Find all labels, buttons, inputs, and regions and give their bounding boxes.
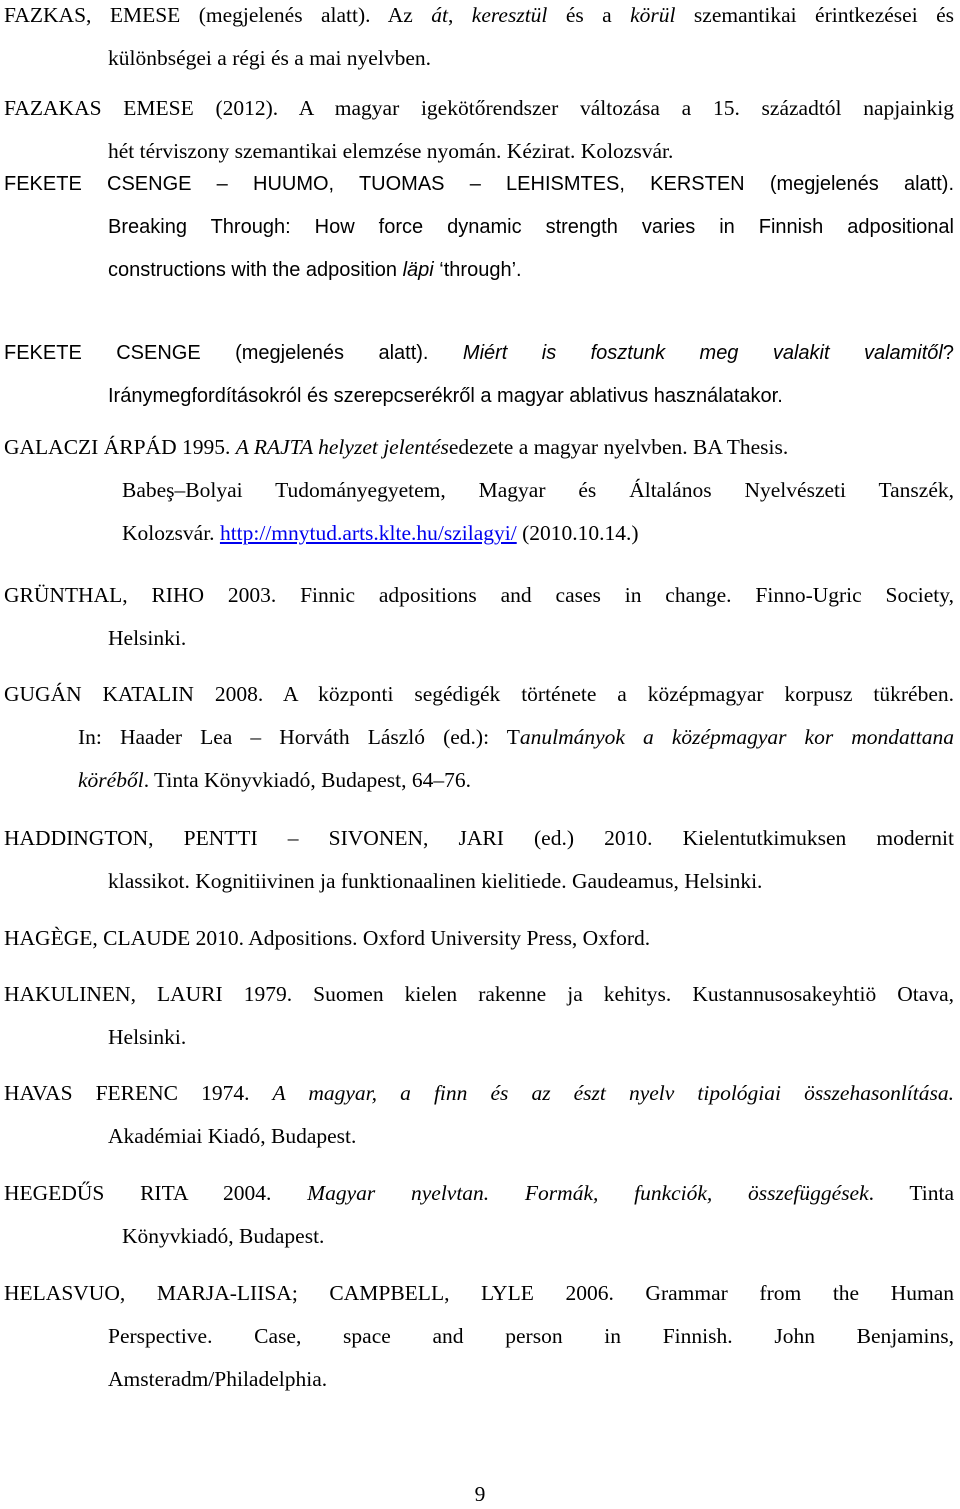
reference-line: klassikot. Kognitiivinen ja funktionaalinen kielitiede. Gaudeamus, Helsinki. (108, 869, 763, 893)
reference-line: Akadémiai Kiadó, Budapest. (108, 1124, 357, 1148)
reference-line: HEGEDŰS RITA 2004. Magyar nyelvtan. Formák, funkciók, összefüggések. Tinta (4, 1181, 954, 1205)
reference-line: GUGÁN KATALIN 2008. A központi segédigék története a középmagyar korpusz tükrében. (4, 682, 954, 706)
reference-line: HADDINGTON, PENTTI – SIVONEN, JARI (ed.) 2010. Kielentutkimuksen modernit (4, 826, 954, 850)
reference-line: HAVAS FERENC 1974. A magyar, a finn és az észt nyelv tipológiai összehasonlítása. (4, 1081, 954, 1105)
reference-line: HAGÈGE, CLAUDE 2010. Adpositions. Oxford University Press, Oxford. (4, 926, 651, 950)
reference-line: FAZKAS, EMESE (megjelenés alatt). Az át, keresztül és a körül szemantikai érintkezései és (4, 3, 955, 27)
reference-line: GALACZI ÁRPÁD 1995. A RAJTA helyzet jelentésedezete a magyar nyelvben. BA Thesis. (4, 435, 789, 459)
reference-url-link[interactable]: http://mnytud.arts.klte.hu/szilagyi/ (219, 521, 517, 545)
reference-line: HELASVUO, MARJA-LIISA; CAMPBELL, LYLE 2006. Grammar from the Human (4, 1281, 954, 1305)
reference-line: különbségei a régi és a mai nyelvben. (108, 46, 431, 70)
reference-fekete-csenge (4, 332, 954, 418)
reference-line: Babeş–Bolyai Tudományegyetem, Magyar és Általános Nyelvészeti Tanszék, (122, 478, 954, 502)
reference-haddington (4, 817, 954, 903)
reference-line: köréből. Tinta Könyvkiadó, Budapest, 64–76. (78, 768, 471, 792)
page-number: 9 (474, 1482, 486, 1506)
reference-line: Perspective. Case, space and person in Finnish. John Benjamins, (108, 1324, 954, 1348)
reference-line: Kolozsvár. http://mnytud.arts.klte.hu/szilagyi/ (2010.10.14.) (122, 521, 639, 545)
reference-fazakas (4, 87, 954, 173)
reference-line: Breaking Through: How force dynamic strength varies in Finnish adpositional (108, 216, 954, 238)
reference-hagege (4, 917, 954, 960)
reference-galaczi (4, 426, 954, 555)
reference-line: In: Haader Lea – Horváth László (ed.): Tanulmányok a középmagyar kor mondattana (78, 725, 955, 749)
reference-line: Helsinki. (108, 626, 187, 650)
reference-line: FEKETE CSENGE – HUUMO, TUOMAS – LEHISMTES, KERSTEN (megjelenés alatt). (4, 173, 954, 195)
reference-line: constructions with the adposition läpi ‘through’. (108, 259, 522, 281)
reference-fazkas (4, 0, 954, 80)
reference-line: hét térviszony szemantikai elemzése nyomán. Kézirat. Kolozsvár. (108, 139, 674, 163)
reference-line: FEKETE CSENGE (megjelenés alatt). Miért is fosztunk meg valakit valamitől? (4, 342, 955, 364)
reference-helasvuo (4, 1272, 954, 1401)
reference-grunthal (4, 574, 954, 660)
reference-line: Helsinki. (108, 1025, 187, 1049)
reference-line: GRÜNTHAL, RIHO 2003. Finnic adpositions and cases in change. Finno-Ugric Society, (4, 583, 954, 607)
reference-line: Iránymegfordításokról és szerepcserékről a magyar ablativus használatakor. (108, 385, 783, 407)
reference-line: FAZAKAS EMESE (2012). A magyar igekötőrendszer változása a 15. századtól napjainkig (4, 96, 954, 120)
reference-fekete-huumo (4, 163, 954, 292)
reference-line: Könyvkiadó, Budapest. (122, 1224, 325, 1248)
reference-line: HAKULINEN, LAURI 1979. Suomen kielen rakenne ja kehitys. Kustannusosakeyhtiö Otava, (4, 982, 954, 1006)
reference-hakulinen (4, 973, 954, 1059)
reference-havas (4, 1072, 954, 1158)
reference-gugan (4, 673, 954, 802)
reference-hegedus (4, 1172, 954, 1258)
reference-line: Amsteradm/Philadelphia. (108, 1367, 328, 1391)
